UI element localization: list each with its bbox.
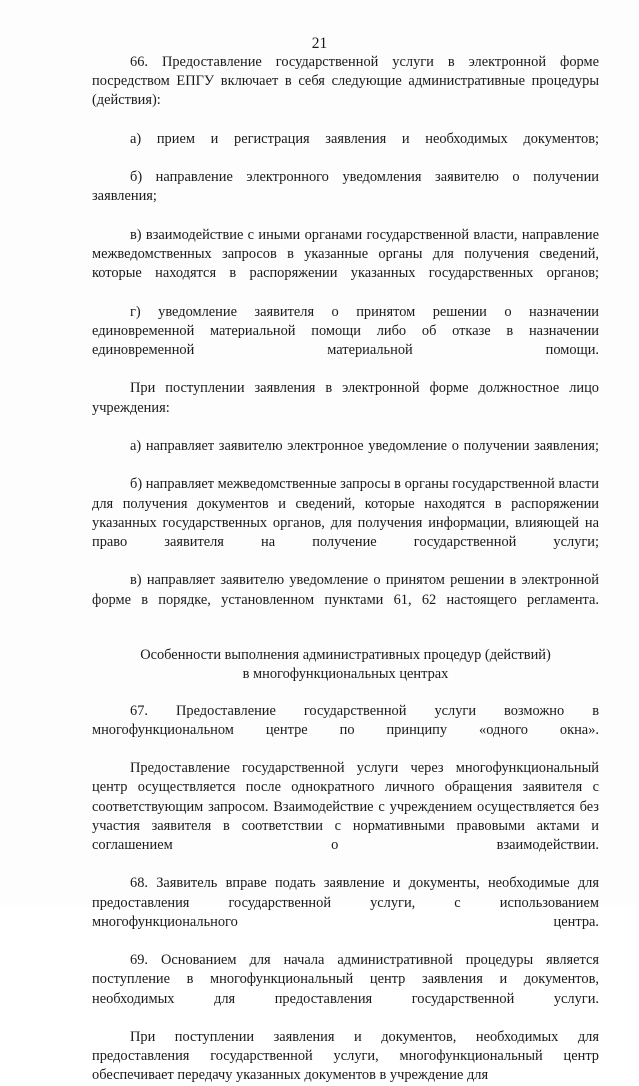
document-body <box>92 53 599 1086</box>
paragraph-mfc-transfer: При поступлении заявления и документов, необходимых для предоставления государственной услуги, многофункциональный центр обеспечивает передачу указанных документов в учреждение для <box>92 1028 599 1084</box>
list-item-v-2: в) направляет заявителю уведомление о принятом решении в электронной форме в порядке, установленном пунктами 61, 62 настоящего регламента. <box>92 572 599 608</box>
list-item-a: а) прием и регистрация заявления и необходимых документов; <box>130 130 599 147</box>
section-heading-line-1: Особенности выполнения административных процедур (действий) <box>140 647 551 664</box>
paragraph-67: 67. Предоставление государственной услуги возможно в многофункциональном центре по принципу «одного окна». <box>92 702 599 738</box>
page-number: 21 <box>311 35 328 52</box>
list-item-b: б) направление электронного уведомления заявителю о получении заявления; <box>92 169 599 205</box>
list-item-v: в) взаимодействие с иными органами государственной власти, направление межведомственных запросов в указанные органы для получения сведений, которые находятся в распоряжении указанных государственных органов; <box>92 226 599 282</box>
paragraph-66: 66. Предоставление государственной услуги в электронной форме посредством ЕПГУ включает в себя следующие административные процедуры (действия): <box>92 54 599 109</box>
section-heading-line-2: в многофункциональных центрах <box>242 666 449 683</box>
paragraph-69: 69. Основанием для начала административной процедуры является поступление в многофункциональный центр заявления и документов, необходимых для предоставления государственной услуги. <box>92 952 599 1007</box>
paragraph-electronic-receipt: При поступлении заявления в электронной форме должностное лицо учреждения: <box>92 380 599 416</box>
paragraph-mfc-provision: Предоставление государственной услуги через многофункциональный центр осуществляется после однократного личного обращения заявителя с соответствующим запросом. Взаимодействие с учреждением осуществляется без участия заявителя в соответствии с нормативными правовыми актами и соглашением о взаимодействии. <box>92 760 599 853</box>
list-item-g: г) уведомление заявителя о принятом решении о назначении единовременной материальной помощи либо об отказе в назначении единовременной материальной помощи. <box>92 303 599 359</box>
list-item-a-2: а) направляет заявителю электронное уведомление о получении заявления; <box>130 438 599 455</box>
list-item-b-2: б) направляет межведомственные запросы в органы государственной власти для получения документов и сведений, которые находятся в распоряжении указанных государственных органов, для получения информации, влияющей на право заявителя на получение государственной услуги; <box>92 476 599 551</box>
section-heading <box>92 646 599 684</box>
paragraph-68: 68. Заявитель вправе подать заявление и документы, необходимые для предоставления государственной услуги, с использованием многофункционального центра. <box>92 875 599 930</box>
